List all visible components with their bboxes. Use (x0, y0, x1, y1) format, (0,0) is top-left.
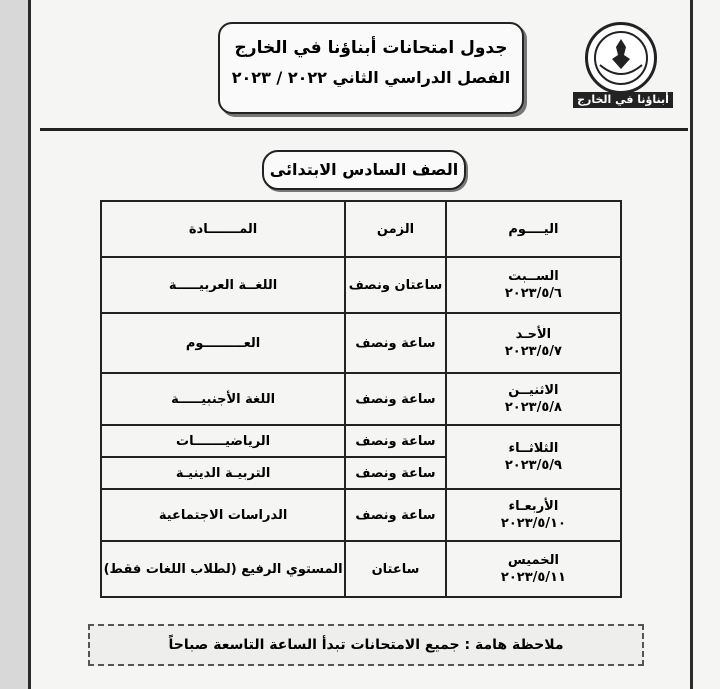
time-cell: ساعتان ونصف (345, 257, 446, 313)
day-date: ٢٠٢٣/٥/٨ (504, 400, 562, 415)
table-row (101, 257, 621, 313)
day-cell (446, 257, 621, 313)
header-time: الزمن (345, 201, 446, 257)
table-row (101, 313, 621, 373)
page-subtitle: الفصل الدراسي الثاني ٢٠٢٢ / ٢٠٢٣ (231, 68, 511, 87)
time-cell: ساعتان (345, 541, 446, 597)
header-day: اليــــوم (446, 201, 621, 257)
page-title: جدول امتحانات أبناؤنا في الخارج (234, 38, 508, 58)
time-cell: ساعة ونصف (345, 313, 446, 373)
day-date: ٢٠٢٣/٥/٩ (504, 458, 562, 473)
exam-schedule-table (100, 200, 622, 598)
day-cell (446, 313, 621, 373)
day-name: الثلاثــاء (508, 441, 559, 456)
grade-title: الصف السادس الابتدائى (262, 150, 466, 190)
subject-cell: الرياضيـــــــات (101, 425, 345, 457)
day-date: ٢٠٢٣/٥/٦ (504, 286, 562, 301)
header-subject: المـــــــادة (101, 201, 345, 257)
table-row (101, 425, 621, 457)
day-date: ٢٠٢٣/٥/١١ (500, 570, 566, 585)
subject-cell: العـــــــــوم (101, 313, 345, 373)
divider (40, 128, 688, 131)
important-note: ملاحظة هامة : جميع الامتحانات تبدأ الساعة التاسعة صباحاً (88, 624, 644, 666)
day-name: الأحـد (515, 327, 552, 342)
time-cell: ساعة ونصف (345, 373, 446, 425)
subject-cell: اللغة الأجنبيـــــة (101, 373, 345, 425)
right-border (690, 0, 693, 689)
day-name: الخميس (507, 553, 559, 568)
table-header-row (101, 201, 621, 257)
table-row (101, 489, 621, 541)
day-date: ٢٠٢٣/٥/١٠ (500, 516, 566, 531)
day-cell (446, 425, 621, 489)
day-cell (446, 541, 621, 597)
day-name: الأربعـاء (508, 499, 559, 514)
logo-caption: أبناؤنا في الخارج (573, 92, 673, 108)
title-box (218, 22, 524, 114)
subject-cell: التربيـة الدينيـة (101, 457, 345, 489)
table-row (101, 373, 621, 425)
time-cell: ساعة ونصف (345, 425, 446, 457)
time-cell: ساعة ونصف (345, 489, 446, 541)
subject-cell: الدراسات الاجتماعية (101, 489, 345, 541)
table-row (101, 541, 621, 597)
day-name: الاثنيــن (508, 383, 559, 398)
day-name: الســبت (508, 269, 559, 284)
subject-cell: المستوي الرفيع (لطلاب اللغات فقط) (101, 541, 345, 597)
day-date: ٢٠٢٣/٥/٧ (504, 344, 562, 359)
left-border (28, 0, 31, 689)
ministry-logo-icon (585, 22, 657, 94)
subject-cell: اللغــة العربيـــــة (101, 257, 345, 313)
day-cell (446, 373, 621, 425)
time-cell: ساعة ونصف (345, 457, 446, 489)
day-cell (446, 489, 621, 541)
